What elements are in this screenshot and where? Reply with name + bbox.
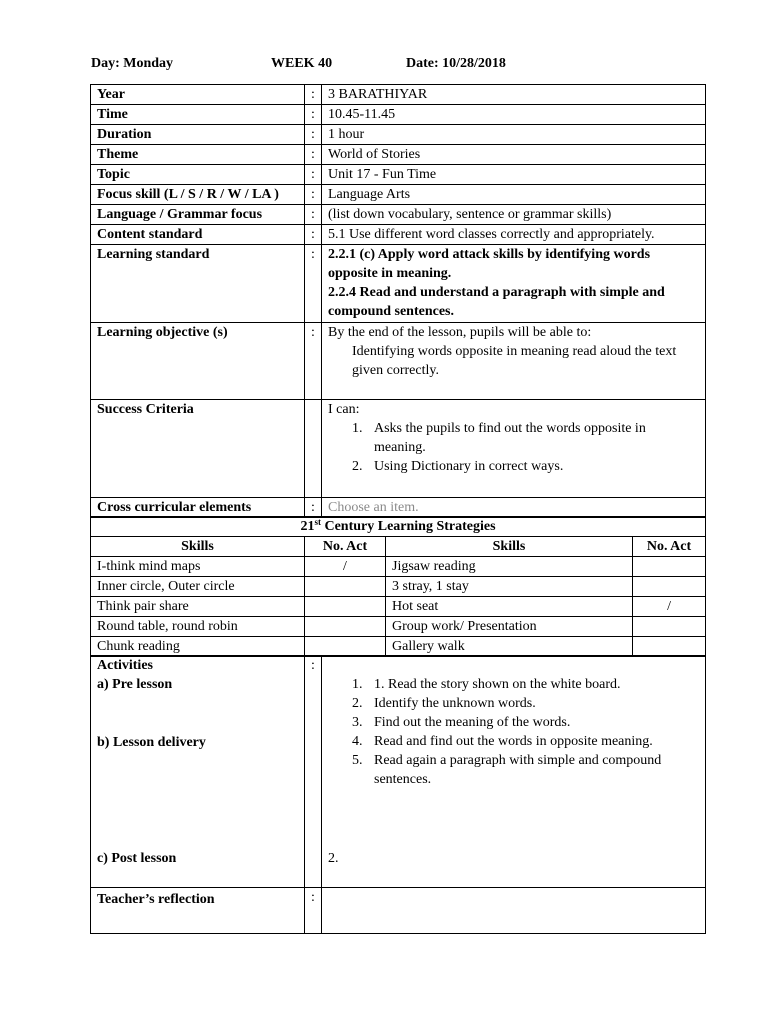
- table-row: Chunk reading Gallery walk: [91, 637, 706, 657]
- topic-value: Unit 17 - Fun Time: [322, 165, 706, 185]
- list-item: 2. Identify the unknown words.: [352, 696, 536, 711]
- objective-value: [322, 323, 706, 400]
- lesson-delivery-label: b) Lesson delivery: [97, 735, 206, 750]
- learning-standard-2: 2.2.4 Read and understand a paragraph with simple and compound sentences.: [328, 285, 665, 319]
- row-grammar: Language / Grammar focus : (list down vocabulary, sentence or grammar skills): [91, 205, 706, 225]
- focus-label: Focus skill (L / S / R / W / LA ): [91, 185, 305, 205]
- day-label: Day: Monday: [91, 56, 174, 71]
- success-intro: I can:: [328, 402, 360, 417]
- objective-label: Learning objective (s): [91, 323, 305, 400]
- focus-value: Language Arts: [322, 185, 706, 205]
- table-row: I-think mind maps / Jigsaw reading: [91, 557, 706, 577]
- list-item: 1. 1. Read the story shown on the white board.: [352, 677, 621, 692]
- list-item: 4. Read and find out the words in opposite meaning.: [352, 734, 653, 749]
- date-label: Date: 10/28/2018: [406, 56, 506, 71]
- learning-standard-label: Learning standard: [91, 245, 305, 323]
- theme-value: World of Stories: [322, 145, 706, 165]
- activities-label: Activities: [97, 658, 153, 673]
- post-lesson-value: 2.: [328, 851, 339, 866]
- row-learning-standard: Learning standard : 2.2.1 (c) Apply word attack skills by identifying words opposite in meaning. 2.2.4 Read and understand a paragraph with simple and compound sentences.: [91, 245, 706, 323]
- pre-lesson-label: a) Pre lesson: [97, 677, 173, 692]
- reflection-value[interactable]: [322, 888, 706, 934]
- time-value: 10.45-11.45: [322, 105, 706, 125]
- duration-value: 1 hour: [322, 125, 706, 145]
- row-cross: Cross curricular elements : Choose an item.: [91, 498, 706, 518]
- learning-standard-value: [322, 245, 706, 323]
- time-label: Time: [91, 105, 305, 125]
- lesson-info-table: [90, 84, 706, 518]
- topic-label: Topic: [91, 165, 305, 185]
- success-value: [322, 400, 706, 498]
- activities-table: [90, 655, 706, 934]
- content-label: Content standard: [91, 225, 305, 245]
- row-time: Time : 10.45-11.45: [91, 105, 706, 125]
- row-focus: Focus skill (L / S / R / W / LA ) : Language Arts: [91, 185, 706, 205]
- strategies-title: 21st Century Learning Strategies: [91, 517, 706, 537]
- table-row: Think pair share Hot seat /: [91, 597, 706, 617]
- week-label: WEEK 40: [271, 56, 333, 71]
- list-item: 3. Find out the meaning of the words.: [352, 715, 571, 730]
- year-label: Year: [91, 85, 305, 105]
- row-duration: Duration : 1 hour: [91, 125, 706, 145]
- list-item: 2. Using Dictionary in correct ways.: [352, 459, 564, 474]
- cross-label: Cross curricular elements: [91, 498, 305, 518]
- strategies-table: [90, 516, 706, 657]
- strategies-header: Skills No. Act Skills No. Act: [91, 537, 706, 557]
- row-topic: Topic : Unit 17 - Fun Time: [91, 165, 706, 185]
- post-lesson-label: c) Post lesson: [97, 851, 177, 866]
- duration-label: Duration: [91, 125, 305, 145]
- grammar-label: Language / Grammar focus: [91, 205, 305, 225]
- row-reflection: Teacher’s reflection :: [91, 888, 706, 934]
- table-row: Inner circle, Outer circle 3 stray, 1 stay: [91, 577, 706, 597]
- objective-text: Identifying words opposite in meaning read aloud the text given correctly.: [352, 344, 677, 378]
- row-year: Year : 3 BARATHIYAR: [91, 85, 706, 105]
- row-activities: Activities a) Pre lesson b) Lesson delivery c) Post lesson : 1. 1. Read the story shown on the white board. 2. Identify the unknown words. 3. Find out the meaning of the words. 4. Read and find out the words in opposite meaning. 5. Read again a paragraph with simple and compound sentences. 2.: [91, 656, 706, 888]
- reflection-label: Teacher’s reflection: [91, 888, 305, 934]
- year-value: 3 BARATHIYAR: [322, 85, 706, 105]
- success-list: [328, 419, 699, 476]
- grammar-value: (list down vocabulary, sentence or grammar skills): [322, 205, 706, 225]
- cross-select[interactable]: Choose an item.: [322, 498, 706, 518]
- learning-standard-1: 2.2.1 (c) Apply word attack skills by identifying words opposite in meaning.: [328, 247, 651, 281]
- row-objective: Learning objective (s) : By the end of the lesson, pupils will be able to: Identifying words opposite in meaning read aloud the text given correctly.: [91, 323, 706, 400]
- success-label: Success Criteria: [91, 400, 305, 498]
- content-value: 5.1 Use different word classes correctly and appropriately.: [322, 225, 706, 245]
- list-item: 5. Read again a paragraph with simple and compound sentences.: [352, 753, 662, 787]
- row-theme: Theme : World of Stories: [91, 145, 706, 165]
- table-row: Round table, round robin Group work/ Presentation: [91, 617, 706, 637]
- objective-intro: By the end of the lesson, pupils will be able to:: [328, 325, 592, 340]
- list-item: 1. Asks the pupils to find out the words opposite in meaning.: [352, 421, 646, 455]
- activities-content: [322, 656, 706, 888]
- row-success: [91, 400, 706, 498]
- activities-steps: [328, 675, 699, 789]
- theme-label: Theme: [91, 145, 305, 165]
- activities-labels: [91, 656, 305, 888]
- row-content: Content standard : 5.1 Use different word classes correctly and appropriately.: [91, 225, 706, 245]
